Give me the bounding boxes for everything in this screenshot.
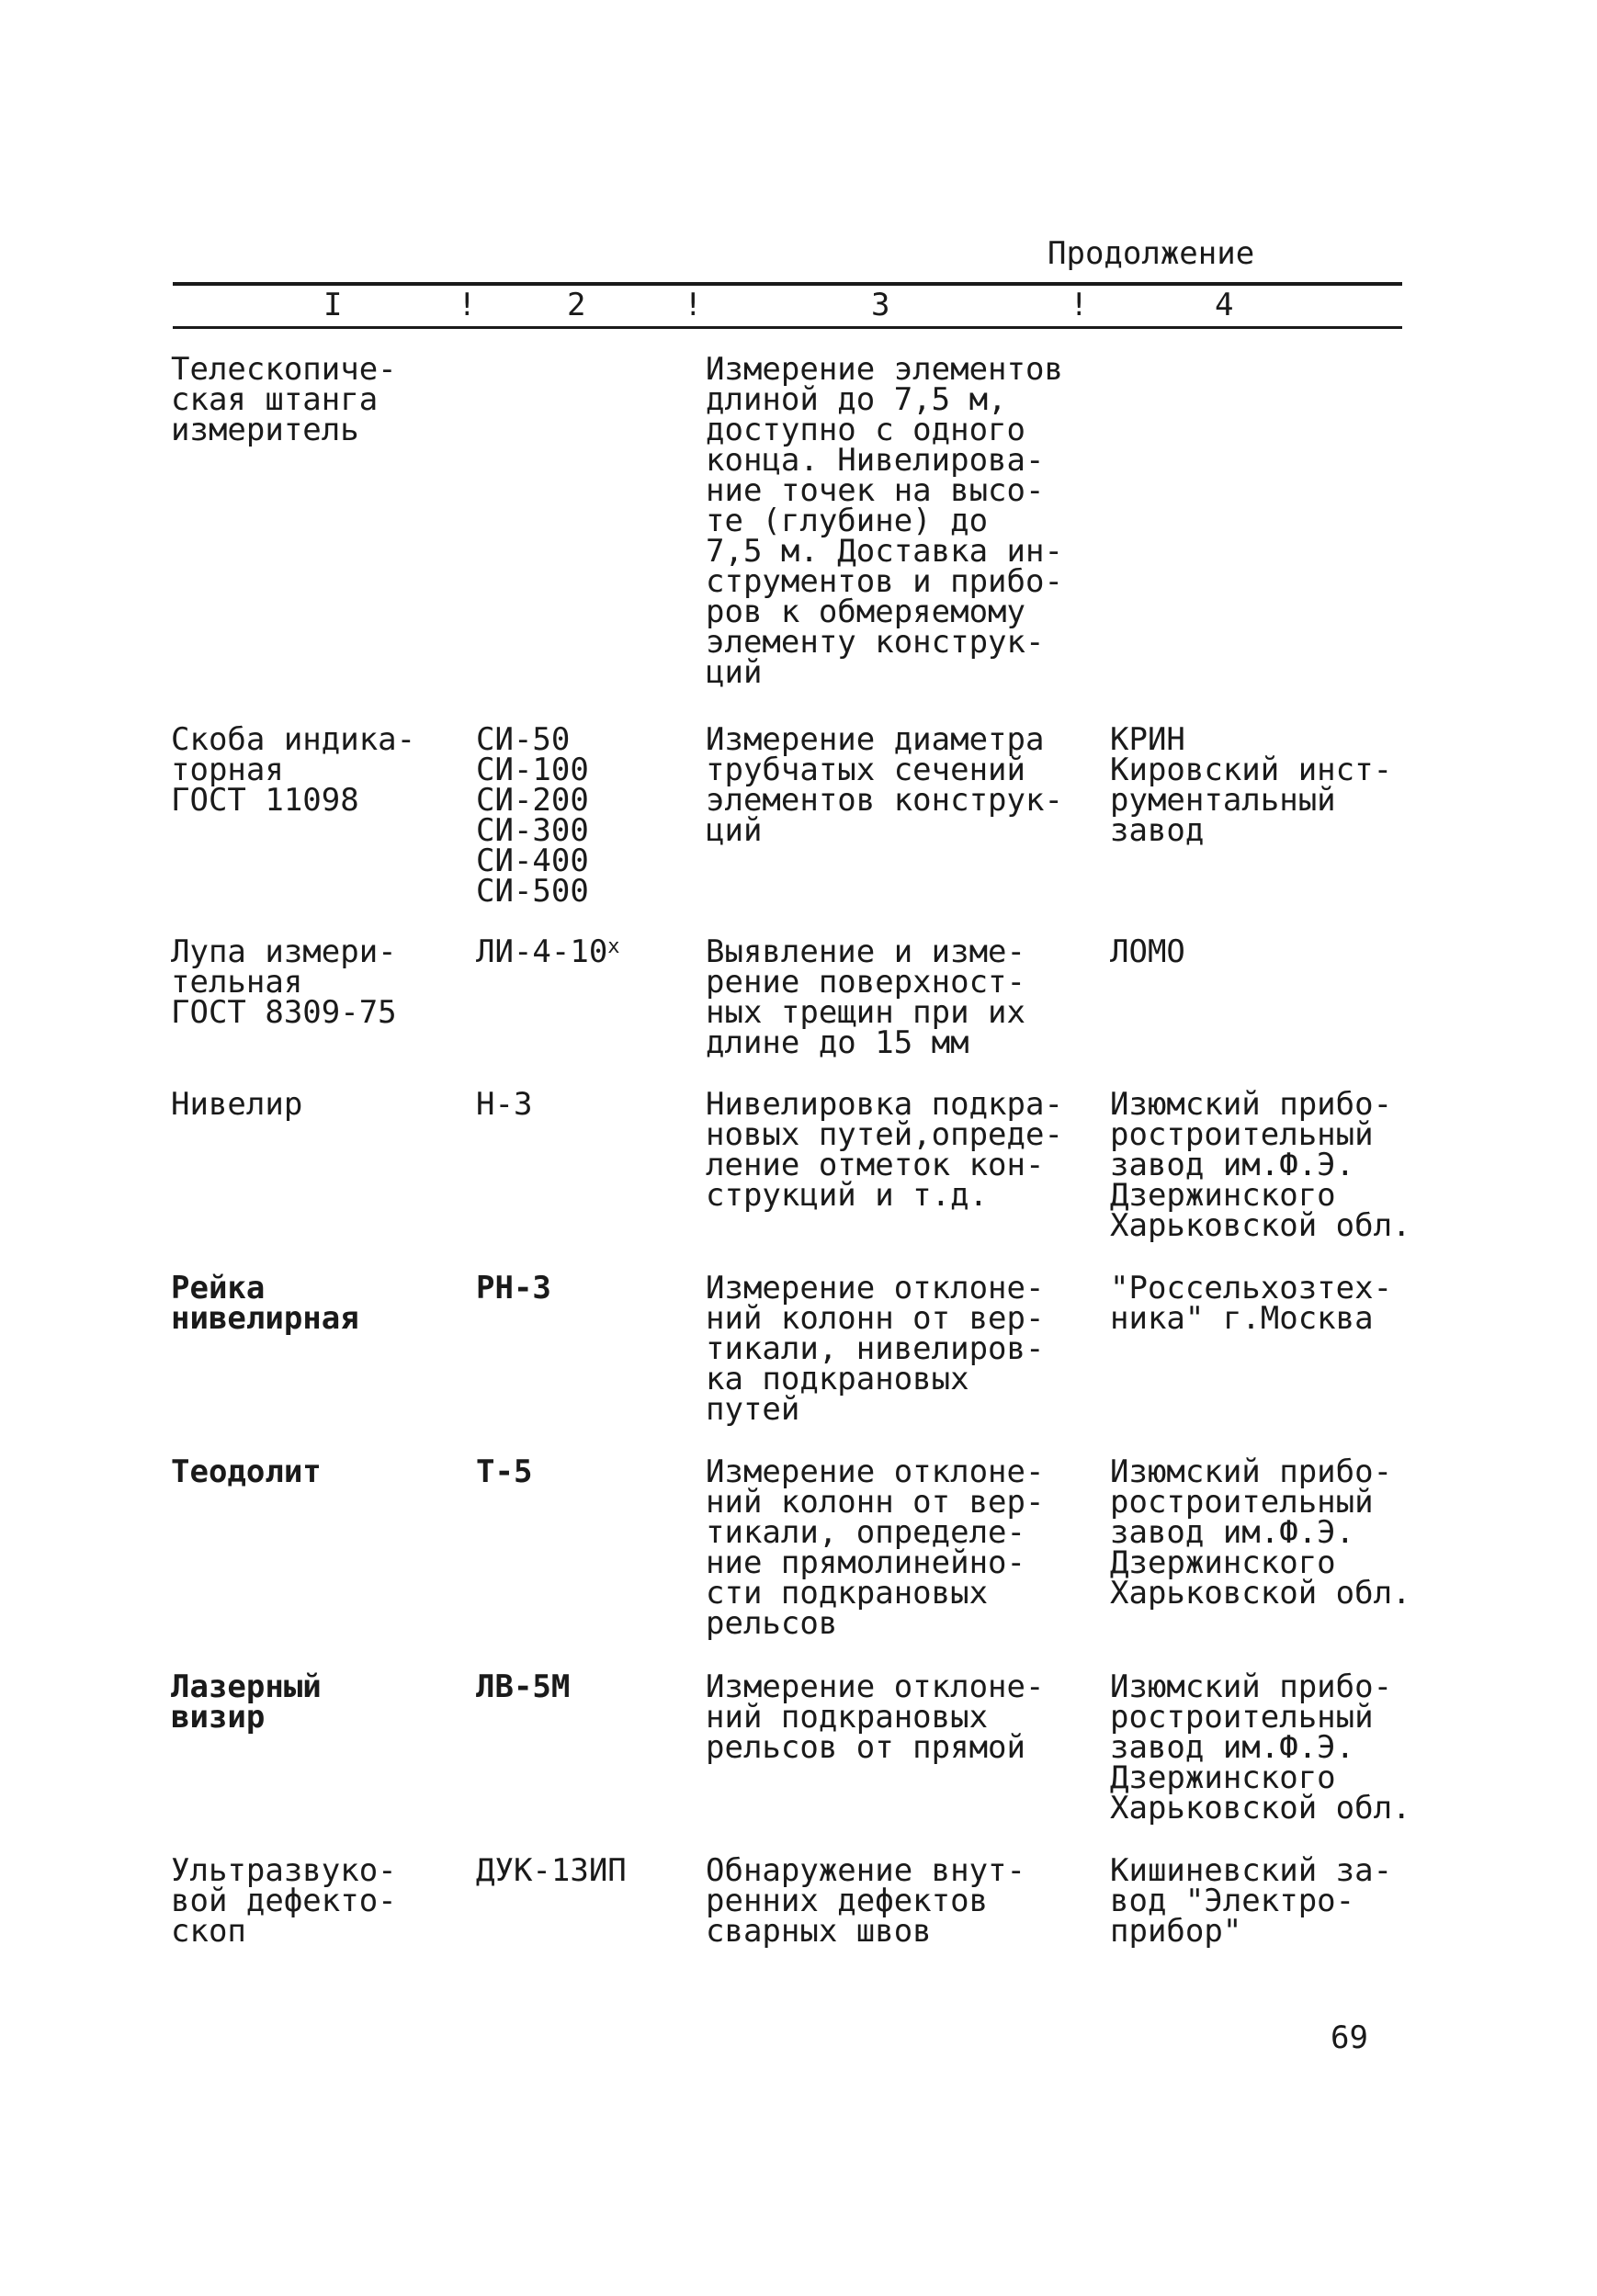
instrument-purpose: Измерение отклоне- ний подкрановых рельсов от прямой — [706, 1668, 1045, 1766]
instrument-name: Лупа измери- тельная ГОСТ 8309-75 — [171, 933, 397, 1031]
page-number: 69 — [1331, 2019, 1368, 2056]
instrument-name: Нивелир — [171, 1086, 303, 1123]
instrument-type-superscript: х — [607, 935, 620, 958]
instrument-name: Рейка нивелирная — [171, 1270, 359, 1337]
instrument-purpose: Выявление и изме- рение поверхност- ных трещин при их длине до 15 мм — [706, 933, 1025, 1061]
header-col-2: 2 — [567, 287, 586, 323]
instrument-manufacturer: Кишиневский за- вод "Электро- прибор" — [1110, 1852, 1393, 1950]
instrument-purpose: Измерение элементов длиной до 7,5 м, доступно с одного конца. Нивелирова- ние точек на высо- те (глубине) до 7,5 м. Доставка ин- струментов и прибо- ров к обмеряемому элементу конструк- ций — [706, 351, 1063, 691]
header-separator: ! — [458, 287, 477, 323]
instrument-type: Н-3 — [476, 1086, 533, 1123]
header-separator: ! — [1070, 287, 1089, 323]
instrument-manufacturer: Изюмский прибо- ростроительный завод им.Ф.Э. Дзержинского Харьковской обл. — [1110, 1668, 1411, 1827]
instrument-name: Теодолит — [171, 1453, 322, 1490]
instrument-manufacturer: Изюмский прибо- ростроительный завод им.Ф.Э. Дзержинского Харьковской обл. — [1110, 1453, 1411, 1612]
instrument-type: РН-3 — [476, 1270, 551, 1306]
instrument-type: Т-5 — [476, 1453, 533, 1490]
instrument-purpose: Обнаружение внут- ренних дефектов сварных швов — [706, 1852, 1025, 1950]
table-top-rule — [173, 282, 1402, 286]
instrument-manufacturer: Изюмский прибо- ростроительный завод им.Ф.Э. Дзержинского Харьковской обл. — [1110, 1086, 1411, 1244]
instrument-name: Скоба индика- торная ГОСТ 11098 — [171, 721, 416, 819]
instrument-type-code: ЛИ-4-10 — [476, 933, 608, 970]
continuation-label: Продолжение — [1048, 235, 1255, 272]
instrument-name: Лазерный визир — [171, 1668, 322, 1736]
instrument-purpose: Измерение отклоне- ний колонн от вер- тикали, определе- ние прямолинейно- сти подкрановых рельсов — [706, 1453, 1045, 1642]
instrument-type — [476, 933, 620, 970]
instrument-manufacturer: КРИН Кировский инст- рументальный завод — [1110, 721, 1393, 849]
instrument-name: Ультразвуко- вой дефекто- скоп — [171, 1852, 397, 1950]
instrument-purpose: Измерение диаметра трубчатых сечений элементов конструк- ций — [706, 721, 1063, 849]
header-separator: ! — [684, 287, 703, 323]
instrument-type: ЛВ-5М — [476, 1668, 571, 1705]
instrument-name: Телескопиче- ская штанга измеритель — [171, 351, 397, 448]
table-header-rule — [173, 326, 1402, 329]
instrument-purpose: Измерение отклоне- ний колонн от вер- тикали, нивелиров- ка подкрановых путей — [706, 1270, 1045, 1428]
instrument-purpose: Нивелировка подкра- новых путей,опреде- ление отметок кон- струкций и т.д. — [706, 1086, 1063, 1214]
header-col-3: 3 — [871, 287, 890, 323]
header-col-1: I — [323, 287, 343, 323]
header-col-4: 4 — [1215, 287, 1234, 323]
instrument-type: СИ-50 СИ-100 СИ-200 СИ-300 СИ-400 СИ-500 — [476, 721, 589, 910]
instrument-manufacturer: ЛОМО — [1110, 933, 1185, 970]
instrument-type: ДУК-13ИП — [476, 1852, 627, 1889]
instrument-manufacturer: "Россельхозтех- ника" г.Москва — [1110, 1270, 1393, 1337]
